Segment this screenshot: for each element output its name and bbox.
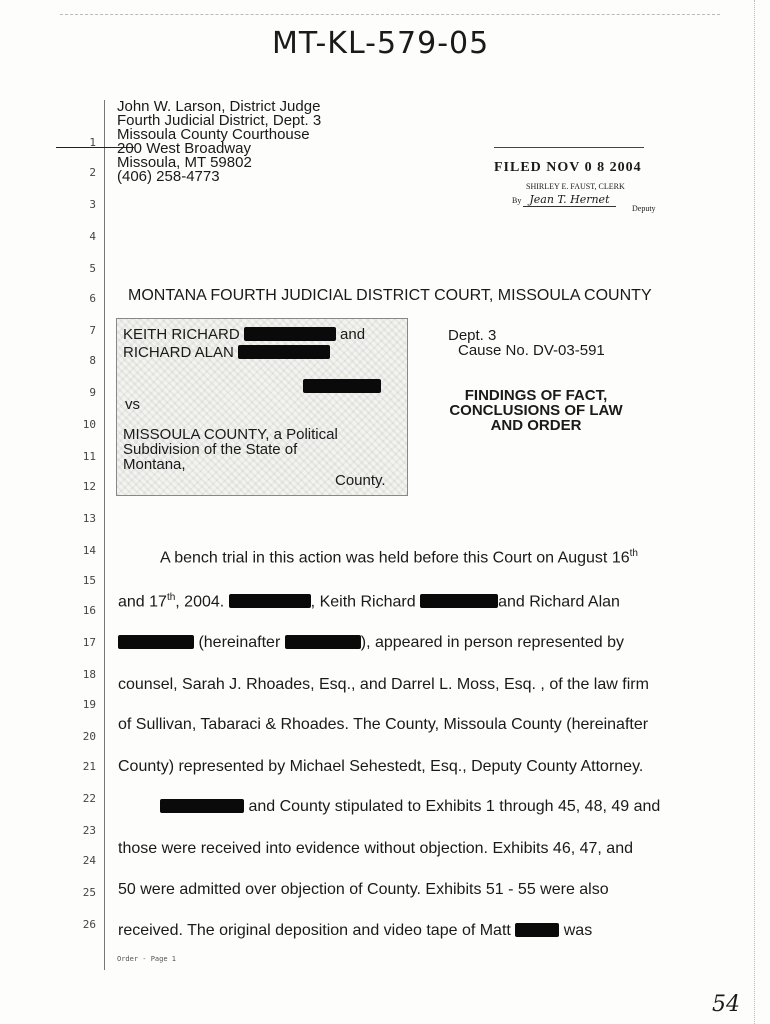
judge-city: Missoula, MT 59802 <box>117 154 252 171</box>
superscript: th <box>629 548 638 559</box>
line-number: 25 <box>82 886 96 899</box>
line-number: 19 <box>82 698 96 711</box>
judge-name: John W. Larson, District Judge <box>117 98 321 115</box>
caption-defendant-2: Subdivision of the State of <box>123 441 298 458</box>
body-text-segment: and County stipulated to Exhibits 1 through 45, 48, 49 and <box>248 798 661 815</box>
body-line: those were received into evidence without objection. Exhibits 46, 47, and <box>118 840 633 857</box>
title-line: FINDINGS OF FACT, <box>464 387 608 404</box>
handwritten-case-id: MT-KL-579-05 <box>272 26 490 61</box>
line-number: 8 <box>89 354 96 367</box>
body-text-segment: and 17 <box>118 593 167 611</box>
stamp-rule <box>494 147 644 148</box>
title-line: CONCLUSIONS OF LAW <box>449 402 623 419</box>
body-line <box>118 634 624 652</box>
redaction-bar <box>238 345 330 359</box>
line-number: 17 <box>82 636 96 649</box>
caption-plaintiff-1 <box>123 327 365 342</box>
case-caption <box>116 318 408 496</box>
line-number: 13 <box>82 512 96 525</box>
caption-plaintiff-2 <box>123 345 330 360</box>
body-line <box>118 922 592 940</box>
line-number: 5 <box>89 262 96 275</box>
body-line: County) represented by Michael Sehestedt, Esq., Deputy County Attorney. <box>118 758 644 775</box>
redaction-bar <box>285 635 361 649</box>
line-number: 2 <box>89 166 96 179</box>
scan-border-top <box>60 14 720 15</box>
filed-stamp <box>494 160 656 213</box>
body-line: counsel, Sarah J. Rhoades, Esq., and Darrel L. Moss, Esq. , of the law firm <box>118 676 649 693</box>
dept-block <box>448 328 605 358</box>
redaction-bar <box>303 379 381 393</box>
redaction-bar <box>160 799 244 813</box>
dept-number: Dept. 3 <box>448 327 497 344</box>
judge-header <box>117 100 321 184</box>
superscript: th <box>166 592 176 603</box>
document-title <box>436 388 636 433</box>
line-number: 1 <box>89 136 96 149</box>
line-number: 18 <box>82 668 96 681</box>
line-number: 9 <box>89 386 96 399</box>
court-title: MONTANA FOURTH JUDICIAL DISTRICT COURT, MISSOULA COUNTY <box>128 287 652 304</box>
line-number: 7 <box>89 324 96 337</box>
redaction-bar <box>244 327 336 341</box>
filed-stamp-deputy: Deputy <box>632 204 656 213</box>
line-number: 26 <box>82 918 96 931</box>
margin-rule <box>104 100 105 970</box>
caption-and: and <box>340 326 366 343</box>
body-line <box>160 798 660 816</box>
body-text-segment: ), appeared in person represented by <box>360 634 625 651</box>
body-text-segment: , Keith Richard <box>310 593 416 611</box>
caption-vs: vs <box>125 396 140 413</box>
line-number: 16 <box>82 604 96 617</box>
filed-stamp-date: FILED NOV 0 8 2004 <box>494 160 642 175</box>
redaction-bar <box>420 594 498 608</box>
line-number: 22 <box>82 792 96 805</box>
handwritten-page-number: 54 <box>712 992 740 1017</box>
line-number: 4 <box>89 230 96 243</box>
body-text-segment: (hereinafter <box>198 634 281 651</box>
plaintiff-2-name: RICHARD ALAN <box>123 344 234 361</box>
caption-defendant-3: Montana, <box>123 456 186 473</box>
filed-stamp-clerk: SHIRLEY E. FAUST, CLERK <box>526 182 625 191</box>
redaction-bar <box>229 594 311 608</box>
plaintiff-1-name: KEITH RICHARD <box>123 326 240 343</box>
judge-street: 200 West Broadway <box>117 140 251 157</box>
body-line <box>118 592 620 611</box>
body-text-segment: , 2004. <box>175 593 225 611</box>
redaction-bar <box>515 923 559 937</box>
body-text-segment: and Richard Alan <box>498 593 620 611</box>
line-number: 14 <box>82 544 96 557</box>
judge-phone: (406) 258-4773 <box>117 168 220 185</box>
line-number: 23 <box>82 824 96 837</box>
body-text-segment: A bench trial in this action was held before this Court on August 16 <box>160 549 630 567</box>
redaction-bar <box>118 635 194 649</box>
line-number: 6 <box>89 292 96 305</box>
line-number: 20 <box>82 730 96 743</box>
title-line: AND ORDER <box>490 417 582 434</box>
cause-number: Cause No. DV-03-591 <box>458 342 605 359</box>
body-text-segment: received. The original deposition and video tape of Matt <box>118 922 511 939</box>
line-number: 24 <box>82 854 96 867</box>
line-number: 12 <box>82 480 96 493</box>
body-line: of Sullivan, Tabaraci & Rhoades. The County, Missoula County (hereinafter <box>118 716 649 733</box>
line-number: 11 <box>82 450 96 463</box>
judge-courthouse: Missoula County Courthouse <box>117 126 310 143</box>
judge-district: Fourth Judicial District, Dept. 3 <box>117 112 322 129</box>
page-footer: Order - Page 1 <box>117 955 177 963</box>
clerk-signature: Jean T. Hernet <box>523 193 615 207</box>
body-line: 50 were admitted over objection of County. Exhibits 51 - 55 were also <box>118 881 609 898</box>
body-line <box>160 548 638 567</box>
line-number: 10 <box>82 418 96 431</box>
caption-defendant-role: County. <box>335 472 386 489</box>
caption-redaction-line <box>303 379 381 394</box>
line-number: 3 <box>89 198 96 211</box>
filed-stamp-by-label: By <box>512 196 522 205</box>
line-number: 21 <box>82 760 96 773</box>
scan-border-right <box>754 0 756 1024</box>
body-text-segment: was <box>563 922 593 939</box>
caption-defendant-1: MISSOULA COUNTY, a Political <box>123 426 338 443</box>
line-number: 15 <box>82 574 96 587</box>
